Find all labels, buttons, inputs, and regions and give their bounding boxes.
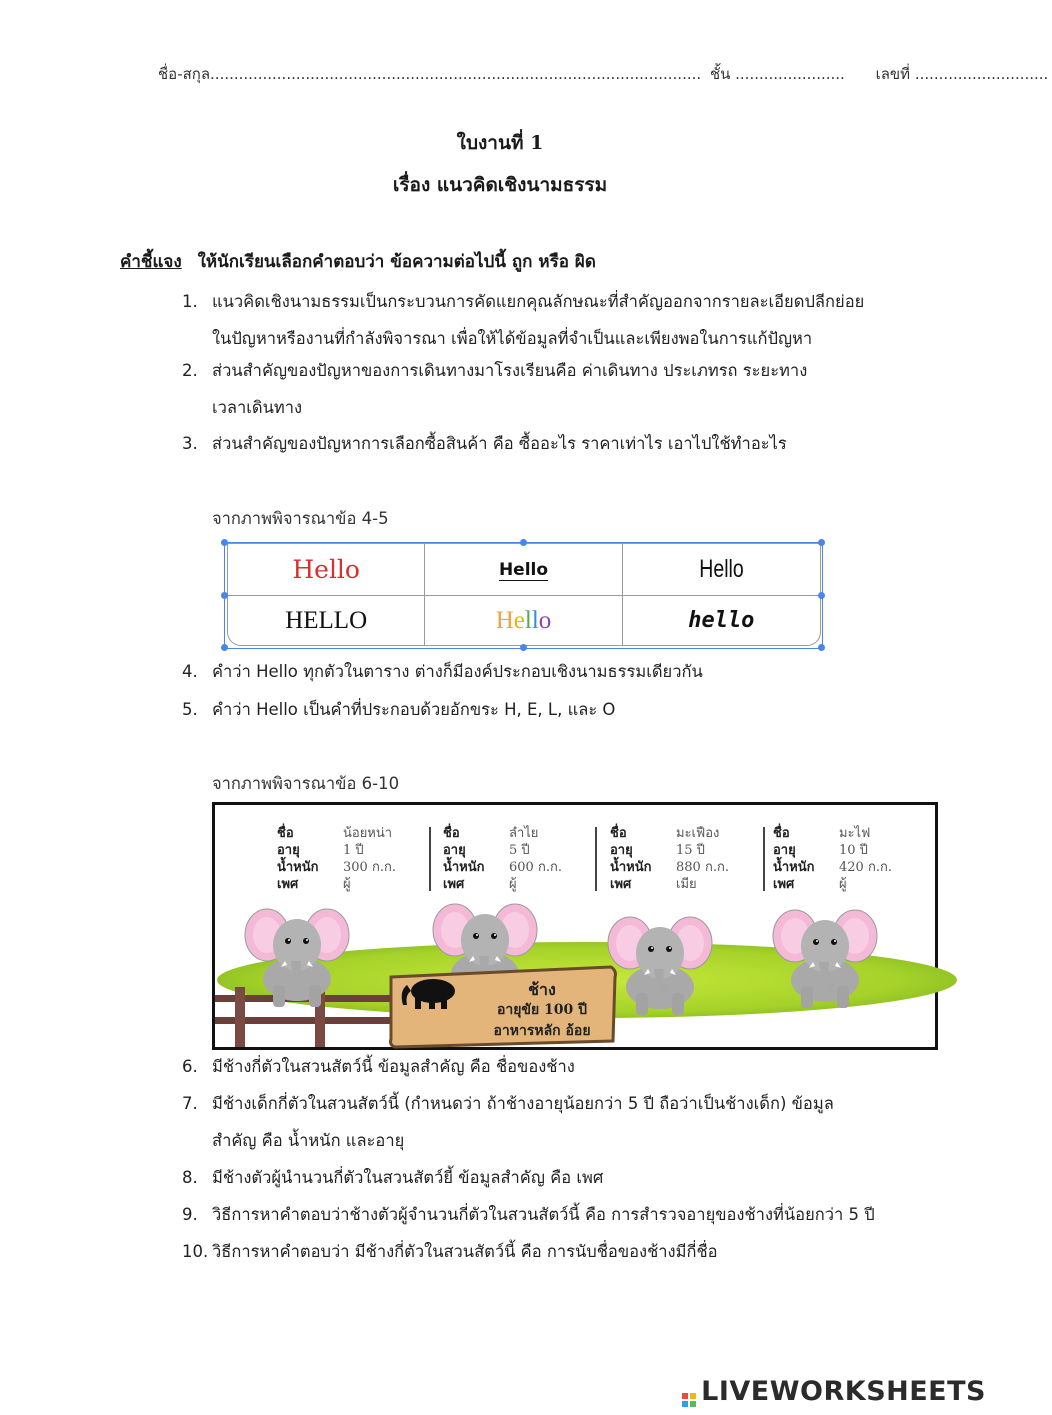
hello-cell-condensed: Hello [623, 544, 820, 596]
figure-caption-4-5: จากภาพพิจารณาข้อ 4-5 [212, 509, 389, 528]
number-field-label: เลขที่ ............................ [875, 65, 1049, 83]
resize-handle[interactable] [818, 644, 825, 651]
hello-cell-underlined: Hello [425, 544, 622, 596]
question-10 [182, 1233, 972, 1270]
question-text: มีช้างกี่ตัวในสวนสัตว์นี้ ข้อมูลสำคัญ คือ ชื่อของช้าง [212, 1057, 575, 1076]
question-number: 3. [182, 434, 198, 453]
elephant-info-sign: ช้าง อายุขัย 100 ปี อาหารหลัก อ้อย [493, 980, 591, 1039]
question-4 [182, 653, 972, 690]
question-text: เวลาเดินทาง [212, 398, 303, 417]
instruction-label: คำชี้แจง [120, 252, 182, 272]
question-text: แนวคิดเชิงนามธรรมเป็นกระบวนการคัดแยกคุณลักษณะที่สำคัญออกจากรายละเอียดปลีกย่อย [212, 292, 865, 311]
elephant-info-2: ชื่อ ลำไย อายุ 5 ปี น้ำหนัก 600 ก.ก. เพศ ผู้ [443, 826, 562, 892]
question-text: คำว่า Hello เป็นคำที่ประกอบด้วยอักขระ H, E, L, และ O [212, 700, 616, 719]
question-text: มีช้างเด็กกี่ตัวในสวนสัตว์นี้ (กำหนดว่า ถ้าช้างอายุน้อยกว่า 5 ปี ถือว่าเป็นช้างเด็ก) ข้อมูล [212, 1094, 834, 1113]
hello-table [227, 543, 821, 646]
question-text: วิธีการหาคำตอบว่าช้างตัวผู้จำนวนกี่ตัวในสวนสัตว์นี้ คือ การสำรวจอายุของช้างที่น้อยกว่า 5 ปี [212, 1205, 875, 1224]
elephant-info-3: ชื่อ มะเฟือง อายุ 15 ปี น้ำหนัก 880 ก.ก. เพศ เมีย [610, 826, 729, 892]
question-number: 7. [182, 1094, 198, 1113]
question-6 [182, 1048, 972, 1085]
question-number: 8. [182, 1168, 198, 1187]
question-3 [182, 425, 972, 462]
instruction-text: ให้นักเรียนเลือกคำตอบว่า ข้อความต่อไปนี้ ถูก หรือ ผิด [197, 252, 596, 272]
question-text: ในปัญหาหรืองานที่กำลังพิจารณา เพื่อให้ได้ข้อมูลที่จำเป็นและเพียงพอในการแก้ปัญหา [212, 329, 813, 348]
question-text: วิธีการหาคำตอบว่า มีช้างกี่ตัวในสวนสัตว์นี้ คือ การนับชื่อของช้างมีกี่ชื่อ [212, 1242, 718, 1261]
question-1 [182, 283, 972, 357]
liveworksheets-logo-text: LIVEWORKSHEETS [701, 1376, 986, 1407]
class-field-label: ชั้น ....................... [709, 65, 845, 83]
resize-handle[interactable] [221, 539, 228, 546]
resize-handle[interactable] [818, 539, 825, 546]
question-5 [182, 691, 972, 728]
question-text: สำคัญ คือ น้ำหนัก และอายุ [212, 1131, 405, 1150]
question-number: 4. [182, 662, 198, 681]
resize-handle[interactable] [221, 592, 228, 599]
question-text: คำว่า Hello ทุกตัวในตาราง ต่างก็มีองค์ประกอบเชิงนามธรรมเดียวกัน [212, 662, 703, 681]
hello-cell-uppercase: HELLO [228, 596, 425, 645]
elephant-info-1: ชื่อ น้อยหน่า อายุ 1 ปี น้ำหนัก 300 ก.ก. เพศ ผู้ [277, 826, 396, 892]
question-8 [182, 1159, 972, 1196]
question-2 [182, 352, 972, 426]
question-number: 1. [182, 292, 198, 311]
question-text: ส่วนสำคัญของปัญหาของการเดินทางมาโรงเรียนคือ ค่าเดินทาง ประเภทรถ ระยะทาง [212, 361, 808, 380]
question-number: 9. [182, 1205, 198, 1224]
question-number: 2. [182, 361, 198, 380]
resize-handle[interactable] [520, 644, 527, 651]
resize-handle[interactable] [520, 539, 527, 546]
liveworksheets-logo [682, 1376, 986, 1407]
name-field-label: ชื่อ-สกุล....................................................................................................... [158, 65, 702, 83]
hello-cell-mono-italic: hello [688, 608, 755, 634]
question-number: 10. [182, 1242, 209, 1261]
question-9 [182, 1196, 972, 1233]
zoo-elephant-picture [212, 802, 938, 1050]
question-text: มีช้างตัวผู้นำนวนกี่ตัวในสวนสัตว์ยี้ ข้อมูลสำคัญ คือ เพศ [212, 1168, 604, 1187]
question-number: 6. [182, 1057, 198, 1076]
worksheet-subtitle: เรื่อง แนวคิดเชิงนามธรรม [392, 174, 608, 196]
resize-handle[interactable] [221, 644, 228, 651]
hello-cell-colorful: Hello [425, 596, 622, 645]
question-number: 5. [182, 700, 198, 719]
resize-handle[interactable] [818, 592, 825, 599]
instruction [120, 248, 596, 275]
elephant-info-4: ชื่อ มะไฟ อายุ 10 ปี น้ำหนัก 420 ก.ก. เพศ ผู้ [773, 826, 892, 892]
worksheet-title: ใบงานที่ 1 [456, 132, 544, 154]
hello-cell-red: Hello [228, 544, 425, 596]
liveworksheets-logo-icon [682, 1383, 696, 1397]
student-info-line [158, 62, 1049, 86]
question-text: ส่วนสำคัญของปัญหาการเลือกซื้อสินค้า คือ ซื้ออะไร ราคาเท่าไร เอาไปใช้ทำอะไร [212, 434, 787, 453]
question-7 [182, 1085, 972, 1159]
figure-caption-6-10: จากภาพพิจารณาข้อ 6-10 [212, 774, 400, 793]
